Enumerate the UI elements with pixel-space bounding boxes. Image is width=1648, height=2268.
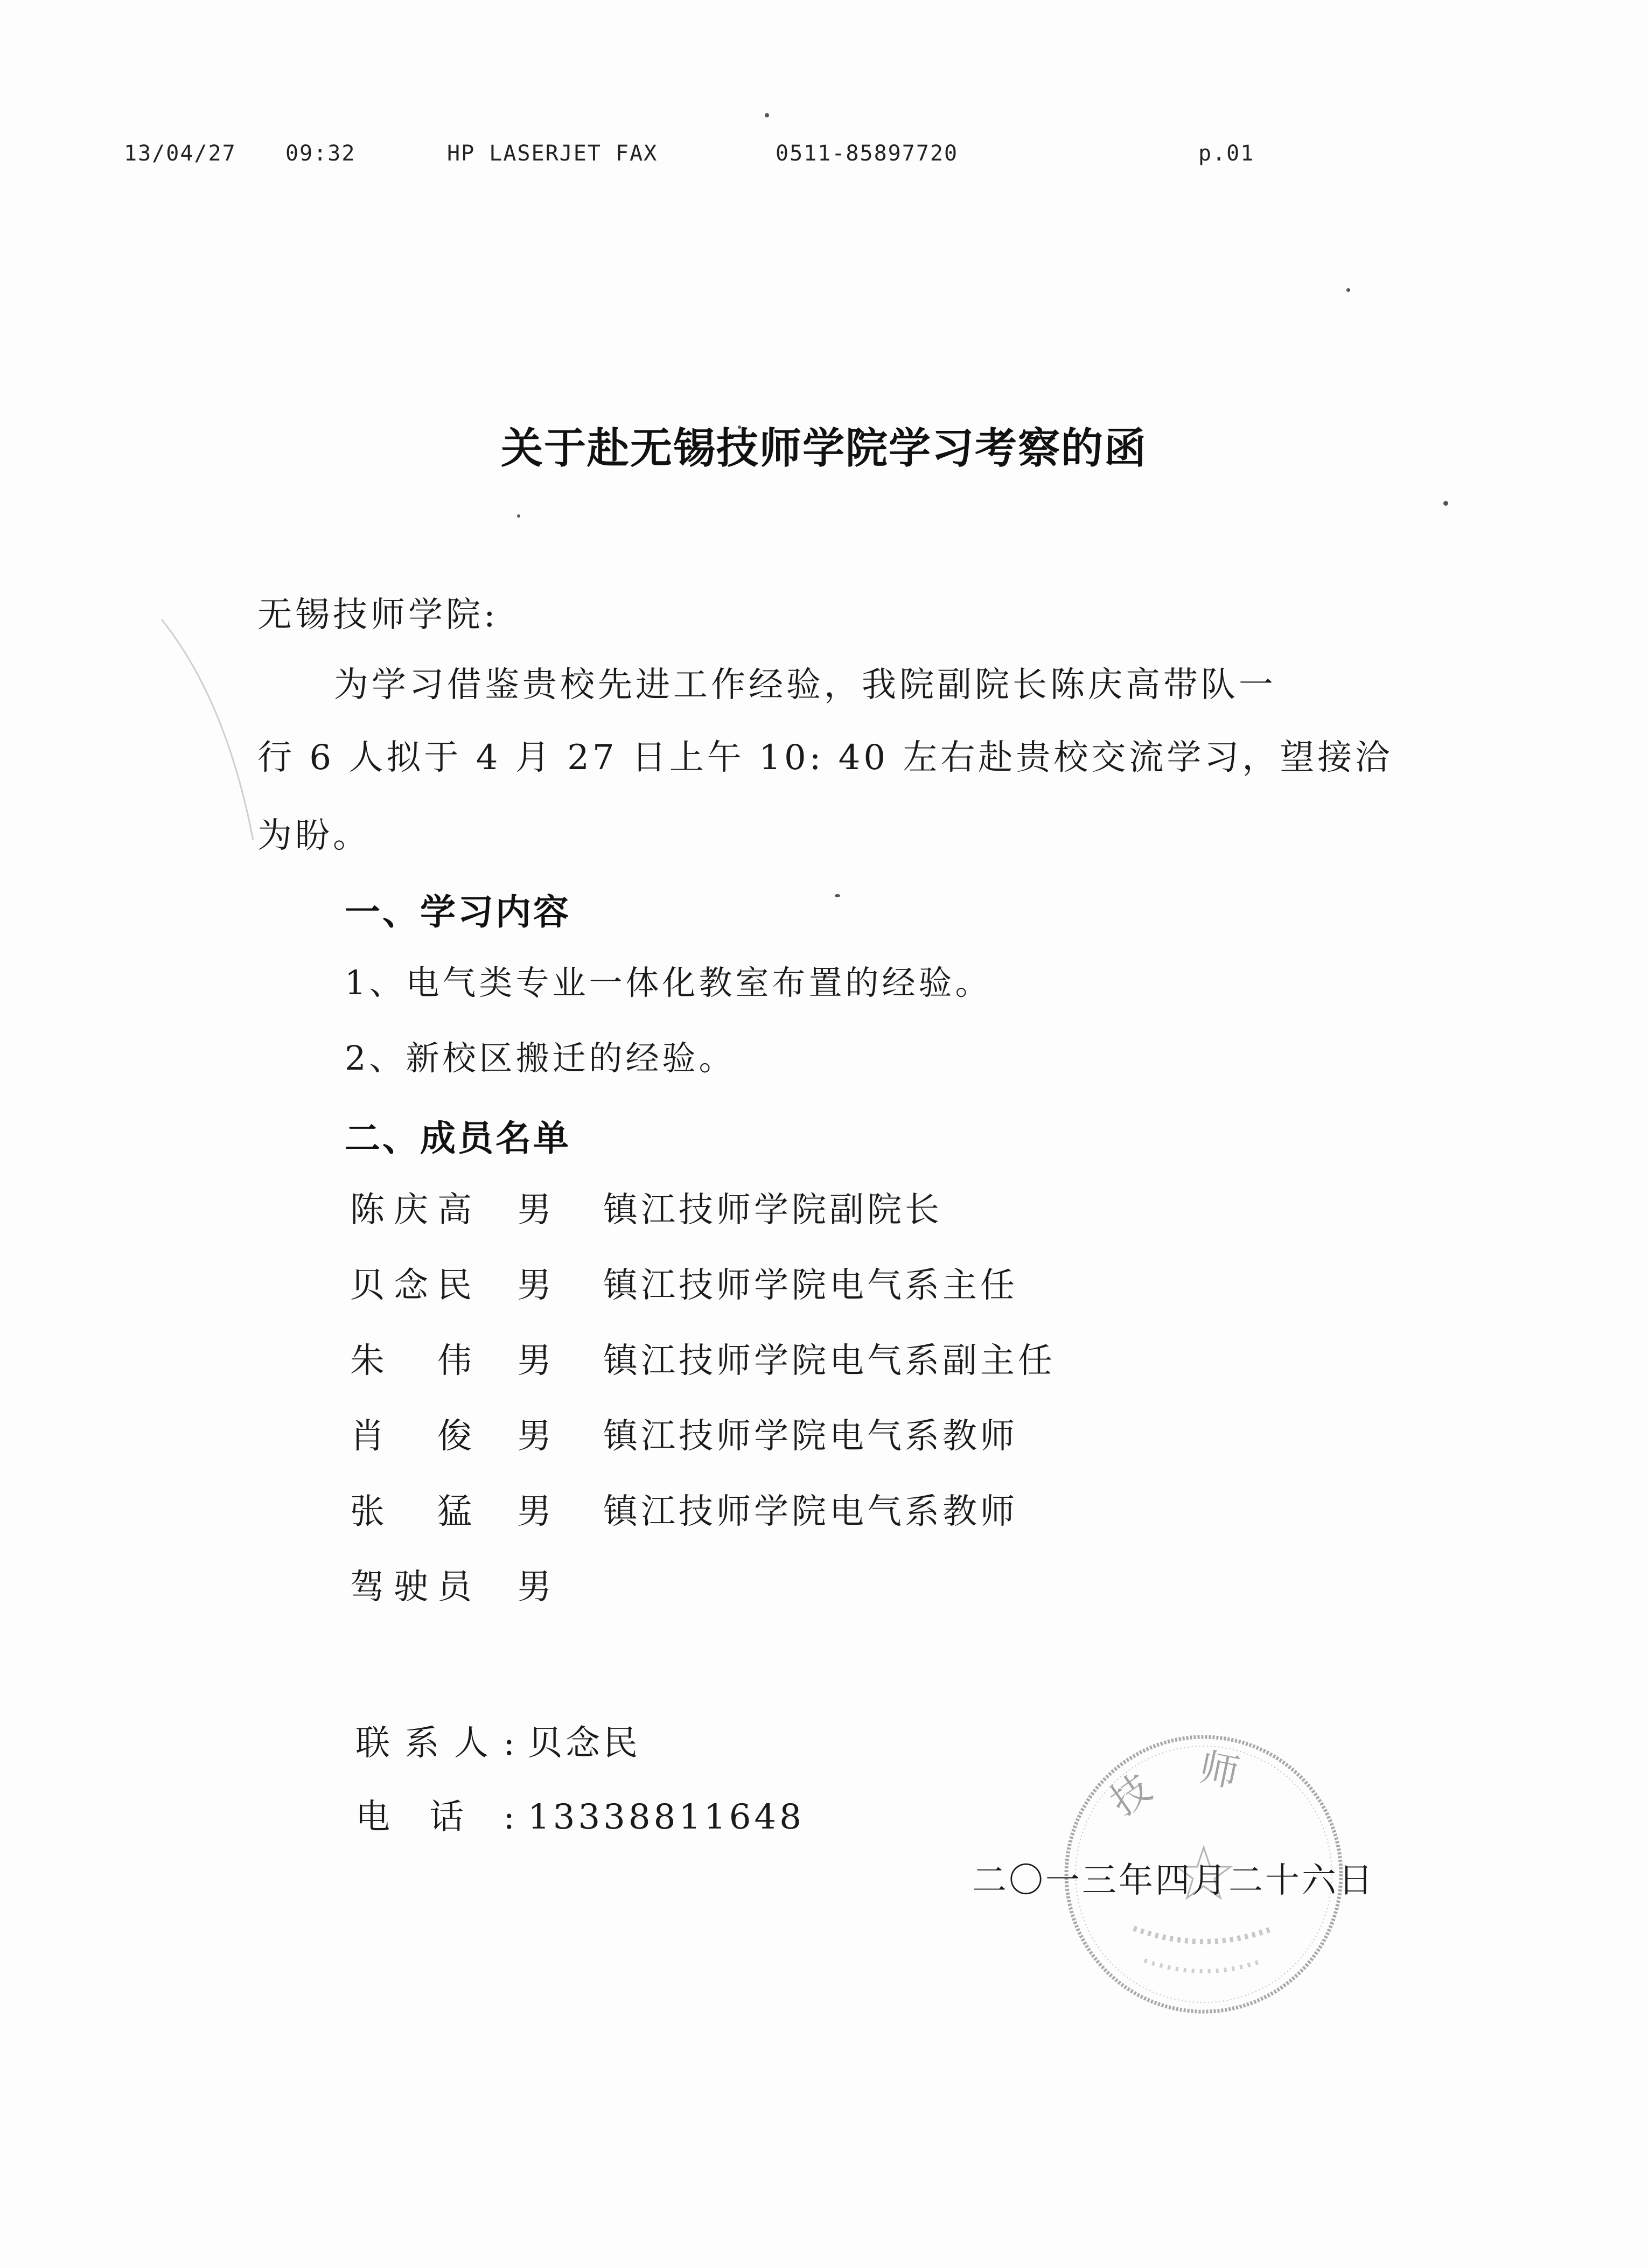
member-title: 镇江技师学院电气系副主任 (603, 1341, 1056, 1381)
contact-phone-number: 13338811648 (528, 1797, 805, 1837)
svg-text:技 师 (1102, 1744, 1259, 1825)
paragraph-line-3: 为盼。 (257, 816, 371, 856)
paragraph-line-2: 行 6 人拟于 4 月 27 日上午 10: 40 左右赴贵校交流学习，望接洽 (257, 738, 1393, 778)
member-gender: 男 (517, 1341, 551, 1381)
contact-phone-label: 电话: (355, 1797, 517, 1837)
fax-device: HP LASERJET FAX (447, 141, 658, 166)
paragraph-line-1: 为学习借鉴贵校先进工作经验，我院副院长陈庆高带队一 (334, 665, 1276, 705)
section-heading-member-list: 二、成员名单 (345, 1118, 571, 1159)
list-item: 2、新校区搬迁的经验。 (345, 1038, 736, 1078)
member-name: 肖俊 (350, 1416, 474, 1456)
member-title: 镇江技师学院电气系教师 (603, 1492, 1018, 1532)
member-gender: 男 (517, 1266, 551, 1306)
fax-number: 0511-85897720 (776, 141, 959, 166)
member-gender: 男 (517, 1416, 551, 1456)
fax-page-number: p.01 (1198, 141, 1255, 166)
issue-date: 二〇一三年四月二十六日 (972, 1861, 1375, 1901)
letter-title: 关于赴无锡技师学院学习考察的函 (500, 424, 1147, 473)
member-name: 朱伟 (350, 1341, 474, 1381)
list-item: 1、电气类专业一体化教室布置的经验。 (345, 963, 992, 1002)
contact-person-name: 贝念民 (528, 1723, 641, 1763)
member-name: 贝念民 (350, 1266, 474, 1306)
contact-person-label: 联系人: (355, 1723, 517, 1763)
member-gender: 男 (517, 1567, 551, 1607)
member-title: 镇江技师学院副院长 (603, 1190, 942, 1230)
fax-time: 09:32 (285, 141, 356, 166)
member-gender: 男 (517, 1492, 551, 1532)
member-name: 陈庆高 (350, 1190, 474, 1230)
member-name: 张猛 (350, 1492, 474, 1532)
contact-person-row (355, 1715, 641, 1765)
seal-text: 技 师 (1101, 1743, 1259, 1825)
member-title: 镇江技师学院电气系主任 (603, 1266, 1018, 1306)
section-heading-study-content: 一、学习内容 (345, 891, 571, 933)
member-gender: 男 (517, 1190, 551, 1230)
member-title: 镇江技师学院电气系教师 (603, 1416, 1018, 1456)
contact-phone-row (355, 1789, 805, 1839)
fax-date: 13/04/27 (124, 141, 236, 166)
member-name: 驾驶员 (350, 1567, 474, 1607)
salutation: 无锡技师学院: (257, 595, 499, 635)
